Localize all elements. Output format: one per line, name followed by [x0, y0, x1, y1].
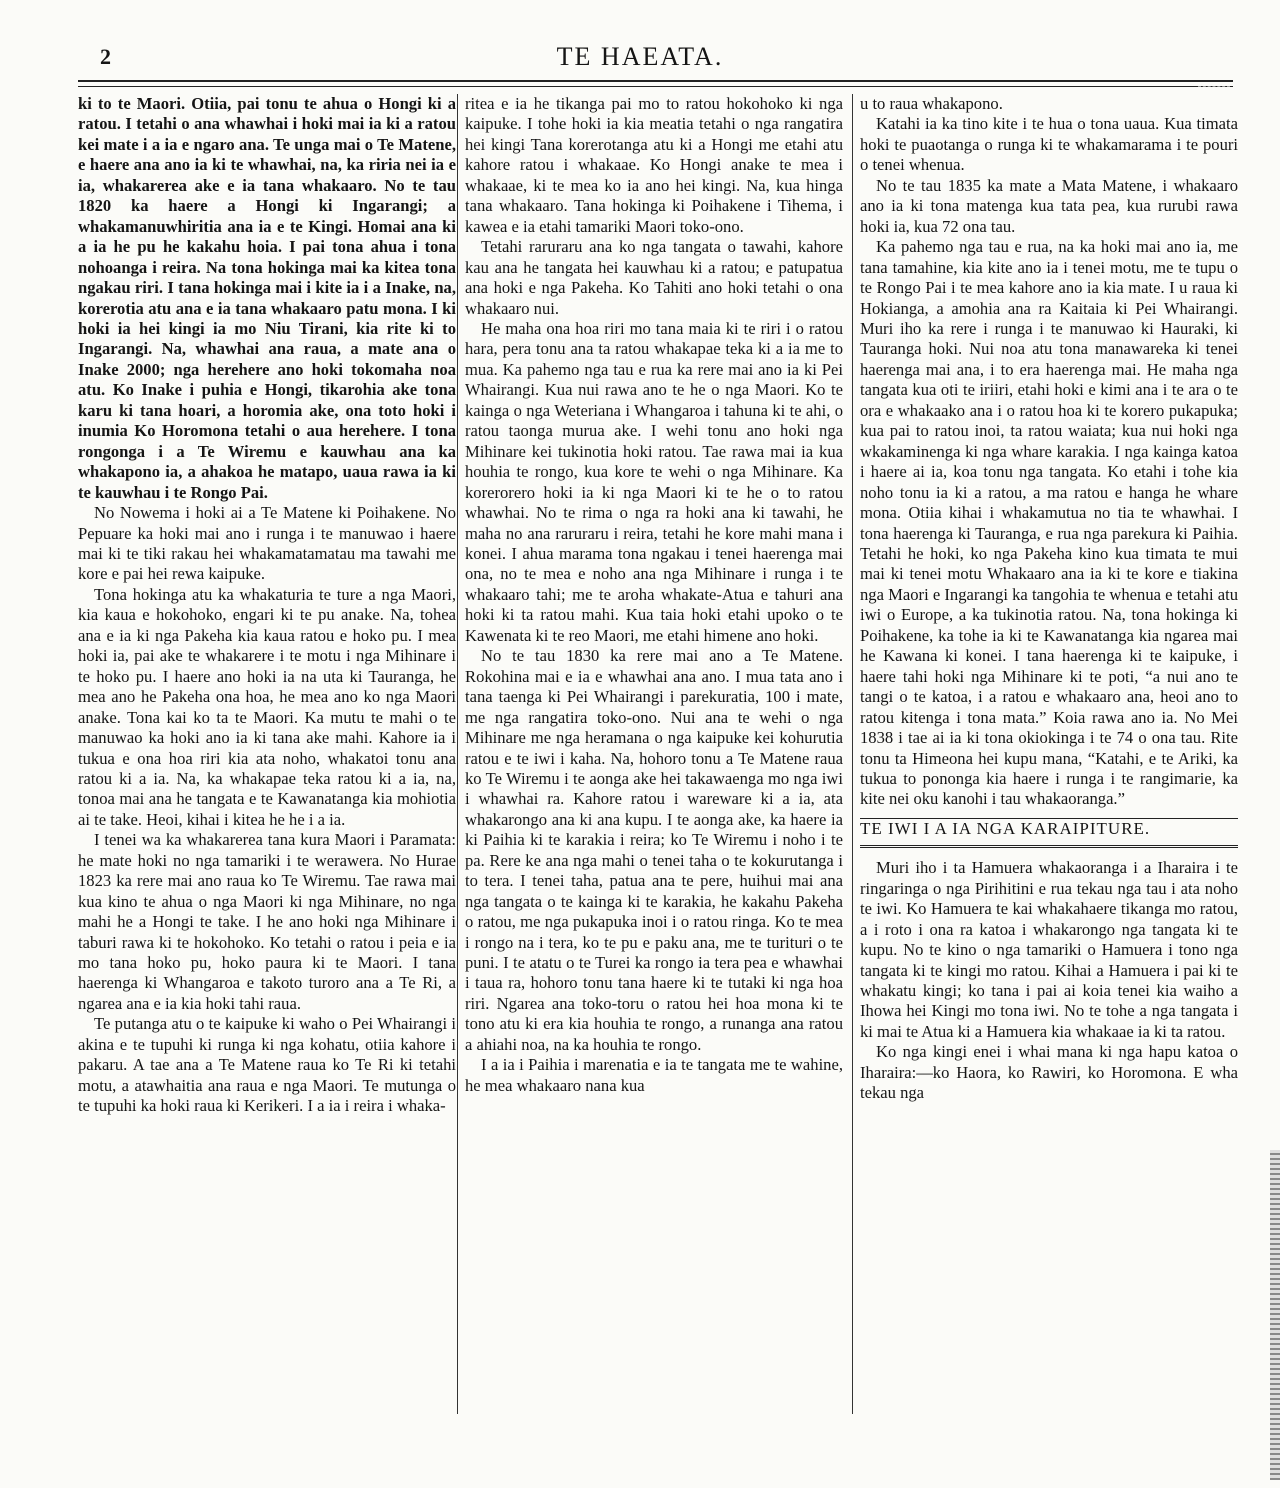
- header-rule-thick: [78, 80, 1233, 82]
- text-column-1: [78, 94, 456, 1424]
- column-divider: [457, 94, 458, 1414]
- paragraph: I tenei wa ka whakarerea tana kura Maori i Paramata: he mate hoki no nga tamariki i te werawera. No Hurae 1823 ka rere mai ano raua ko Te Wiremu. Tae rawa mai kua kino te ahua o nga Maori ki nga Mihinare, no nga mahi he a Hongi te take. I he ano hoki nga Mihinare i taburi rawa ki te hokohoko. Ko tetahi o ratou i peia e ia mo tana hoko pu, hoko paura ki te Maori. I tana haerenga ki Whangaroa e takoto turoro ana a Te Ri, a ngarea ana e ia kia hoki tahi raua.: [78, 830, 456, 1013]
- paragraph: I a ia i Paihia i marenatia e ia te tangata me te wahine, he mea whakaaro nana kua: [465, 1055, 843, 1095]
- paragraph: Ka pahemo nga tau e rua, na ka hoki mai ano ia, me tana tamahine, kia kite ano ia i tenei motu, me te tupu o te Rongo Pai i te mea kahore ano ia kia mate. I u raua ki Hokianga, a amohia ana ra Kaitaia ki Pei Whairangi. Muri iho ka rere i runga i te manuwao ki Hauraki, ki Tauranga hoki. Nui noa atu tona manawareka ki tenei haerenga mai ana, i to era haerenga mai. He maha nga tangata kua oti te iriiri, etahi hoki e kimi ana i te ara o te ora e whakaako ana i o ratou hoa ki te korero pukapuka; kua pai to ratou inoi, ta ratou waiata; kua nui hoki nga wkakaminenga ki nga whare karakia. I nga kainga katoa i haere ai ia, koa tonu nga tangata. Ko etahi i tohe kia noho tonu ia ki a ratou, a ma ratou e hanga he whare mona. Otiia kihai i whakamutua no tia te whawhai. I tona haerenga ki Tauranga, e rua nga parekura ki Paihia. Tetahi he hoki, ko nga Pakeha kino kua timata te mui mai ki tenei motu Whakaaro ana ia ki te kore e tiakina nga Maori e Ingarangi ka tangohia te whenua e tetahi atu iwi o Europe, a ka tukinotia ratou. Na, tona hokinga ki Poihakene, ka tohe ia ki te Kawanatanga kia ngarea mai he Kawana ki konei. I tana haerenga ki te kaipuke, i haere tahi hoki nga Mihinare ki te poti, “a nui ano te tangi o te katoa, i a ratou e whakaaro ana, heoi ano to ratou kitenga i tona mata.” Koia rawa ano ia. No Mei 1838 i tae ai ia ki tona okiokinga i te 74 o ona tau. Rite tonu ta Himeona hei kupu mana, “Katahi, e te Ariki, ka tukua to pononga kia haere i runga i te rangimarie, ka kite nei oku kanohi i tau whakaoranga.”: [860, 237, 1238, 809]
- paragraph: Ko nga kingi enei i whai mana ki nga hapu katoa o Iharaira:—ko Haora, ko Rawiri, ko Horomona. E wha tekau nga: [860, 1042, 1238, 1103]
- paragraph: ritea e ia he tikanga pai mo to ratou hokohoko ki nga kaipuke. I tohe hoki ia kia meatia tetahi o nga rangatira hei kingi Tana korerotanga atu ki a Hongi me etahi atu kahore ratou i whakaae. Ko Hongi anake te mea i whakaae, ki te mea ko ia ano hei kingi. Na, kua hinga tana whakaaro. Tana hokinga ki Poihakene i Tihema, i kawea e ia etahi tamariki Maori toko-ono.: [465, 94, 843, 236]
- paragraph: No Nowema i hoki ai a Te Matene ki Poihakene. No Pepuare ka hoki mai ano i runga i te manuwao i haere mai ki te tiki rakau hei whakamatamatau ma tawahi me kore e pai hei rewa kaipuke.: [78, 503, 456, 584]
- paragraph: u to raua whakapono.: [860, 94, 1003, 113]
- paragraph: Tona hokinga atu ka whakaturia te ture a nga Maori, kia kaua e hokohoko, engari ki te pu anake. Na, tohea ana e ia ki nga Pakeha kia kaua ratou e hoko pu. I mea hoki ia, pai ake te whakarere i te motu i nga Mihinare i te hoko pu. I haere ano hoki ia na uta ki Tauranga, he mea ano he Pakeha ona hoa, he mea ano ko nga Maori anake. Tona kai ko ta te Maori. Ka mutu te mahi o te manuwao ka hoki ano ia ki tana ake mahi. Kahore ia i tukua e ona hoa riri kia ata noho, whakatoi tonu ana ratou ki a ia. Na, ka whakapae teka ratou ki a ia, na, tonoa mai ana he tangata e te Kawanatanga kia mohiotia ai te take. Heoi, kihai i kitea he he i a ia.: [78, 584, 456, 829]
- section-heading: TE IWI I A IA NGA KARAIPITURE.: [860, 818, 1151, 838]
- masthead-title: TE HAEATA.: [556, 42, 724, 71]
- text-column-3: [860, 94, 1238, 1424]
- paragraph: Tetahi raruraru ana ko nga tangata o tawahi, kahore kau ana he tangata hei kauwhau ki a ratou; e patupatua ana hoki e nga Pakeha. Ko Tahiti ano hoki tetahi o ona whakaaro nui.: [465, 237, 843, 318]
- paragraph: No te tau 1835 ka mate a Mata Matene, i whakaaro ano ia ki tona matenga kua tata pea, kua rurubi rawa hoki ia, kua 72 ona tau.: [860, 175, 1238, 236]
- column-divider: [852, 94, 853, 1414]
- page-edge-strip: [1270, 1150, 1280, 1480]
- margin-mark: [1198, 86, 1230, 87]
- paragraph: No te tau 1830 ka rere mai ano a Te Matene. Rokohina mai e ia e whawhai ana ano. I mua tata ano i tana taenga ki Pei Whairangi i parekuratia, 100 i mate, me nga rangatira toko-ono. Nui ana te wehi o nga Mihinare me nga heramana o nga kaipuke kei kohurutia ratou e te iwi i kaha. Na, hohoro tonu a Te Matene raua ko Te Wiremu i te aonga ake hei takawaenga mo nga iwi i whawhai ra. Kahore ratou i wareware ki a ia, ata whakarongo ana ki ana kupu. I te aonga ake, ka haere ia ki Paihia ki te karakia i reira; ko Te Wiremu i noho i te pa. Rere ke ana nga mahi o tenei taha o te kokurutanga i to tera. I tenei taha, patua ana te pere, huihui mai ana nga tangata o te kainga ki te karakia, he kakahu Pakeha o ratou, me nga pukapuka inoi i o ratou ringa. Ko te mea i rongo na i tera, ko te pu e paku ana, me te turituri o te puni. I te atatu o te Turei ka rongo ia tera pea e whawhai i taua ra, hohoro tonu tana haere ki te tutaki ki nga hoa riri. Ngarea ana toko-toru o ratou hei hoa mona ki te tono atu ki era kia houhia te rongo, a runanga ana ratou a ahiahi noa, na ka houhia te rongo.: [465, 646, 843, 1054]
- text-column-2: [465, 94, 843, 1424]
- section-rule-double: [860, 845, 1238, 848]
- paragraph: Katahi ia ka tino kite i te hua o tona uaua. Kua timata hoki te puaotanga o runga ki te whakamarama i te pouri o tenei whenua.: [860, 114, 1238, 175]
- paragraph: He maha ona hoa riri mo tana maia ki te riri i o ratou hara, pera tonu ana ta ratou whakapae teka ki a ia me to mua. Ka pahemo nga tau e rua ka rere mai ano ia ki Pei Whairangi. Kua nui rawa ano te he o nga Maori. Ko te kainga o nga Weteriana i Whangaroa i tahuna ki te ahi, o ratou taonga murua ake. I wehi tonu ano hoki nga Mihinare kei tukinotia hoki ratou. Tae rawa mai ia kua houhia te rongo, kua kore te wehi o nga Mihinare. Ka korerorero hoki ia ki nga Maori ki te he o to ratou whawhai. No te rima o nga ra hoki ana ki tawahi, he maha no ana raruraru i reira, tetahi he kore mahi mana i konei. I ahua marama tona ngakau i tenei haerenga mai ona, no te mea e noho ana nga Mihinare i runga i te whakaaro tahi; me te aroha whakate-Atua e tahuri ana hoki ki ta ratou mahi. Kua taia hoki etahi upoko o te Kawenata ki te reo Maori, me etahi himene ano hoki.: [465, 318, 843, 645]
- paragraph: Te putanga atu o te kaipuke ki waho o Pei Whairangi i akina e te tupuhi ki runga ki nga kohatu, otiia kahore i pakaru. A tae ana a Te Matene raua ko Te Ri ki tetahi motu, a atawhaitia ana raua e nga Maori. Te mutunga o te tupuhi ka hoki raua ki Kerikeri. I a ia i reira i whaka-: [78, 1014, 456, 1116]
- header-rule-thin: [78, 86, 1233, 87]
- paragraph: Muri iho i ta Hamuera whakaoranga i a Iharaira i te ringaringa o nga Pirihitini e rua tekau nga tau i ata noho te iwi. Ko Hamuera te kai whakahaere tikanga mo ratou, a i roto i ona ra katoa i whakarongo nga tangata ki te kupu. No te kino o nga tamariki o Hamuera i tono nga tangata ki te kingi mo ratou. Kihai a Hamuera i pai ki te whakatu kingi; ko tana i pai ai koia tenei kia waiho a Ihowa hei Kingi mo tona iwi. No te tohe a nga tangata i ki mai te Atua ki a Hamuera kia whakaae ia ki ta ratou.: [860, 858, 1238, 1041]
- paragraph: ki to te Maori. Otiia, pai tonu te ahua o Hongi ki a ratou. I tetahi o ana whawhai i hoki mai ia ki a ratou kei mate i a ia e ngaro ana. Te unga mai o Te Matene, e haere ana ano ia ki te whawhai, na, ka riria nei ia e ia, whakarerea ake e ia tana whakaaro. No te tau 1820 ka haere a Hongi ki Ingarangi; a whakamanuwhiritia ana ia e te Kingi. Homai ana ki a ia he pu he kakahu hoia. I pai tona ahua i tona nohoanga i reira. Na tona hokinga mai ka kitea tona ngakau riri. I tana hokinga mai i kite ia i a Inake, na, korerotia atu ana e ia tana whakaaro patu mona. I ki hoki ia hei kingi ia mo Niu Tirani, kia rite ki to Ingarangi. Na, whawhai ana raua, a mate ana o Inake 2000; nga herehere ano hoki tokomaha noa atu. Ko Inake i puhia e Hongi, tikarohia ake tona karu ki tana hoari, a horomia ake, ona toto hoki i inumia Ko Horomona tetahi o aua herehere. I tona rongonga i a Te Wiremu e kauwhau ana ka whakapono ia, a ahakoa he matapo, uaua rawa ia ki te kauwhau i te Rongo Pai.: [78, 94, 456, 502]
- page-number: 2: [100, 44, 111, 69]
